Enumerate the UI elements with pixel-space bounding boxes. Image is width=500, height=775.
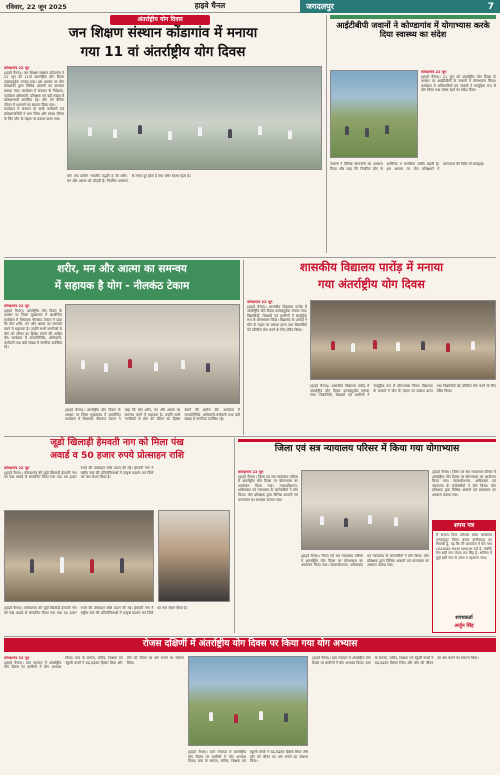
story7-headline: रोजस दक्षिणीं में अंतर्राष्ट्रीय योग दिवस पर किया गया योग अभ्यास: [142, 639, 358, 649]
oath-signature-name: अर्जुन सिंह: [454, 623, 474, 629]
edition-city: जगदलपुर: [306, 2, 334, 11]
oath-notice-box: [432, 520, 496, 633]
participant-figure: [228, 129, 232, 138]
story4-column-1: [247, 300, 307, 432]
section-divider: [4, 636, 496, 637]
story1-body-c: योग एक प्राचीन भारतीय पद्धति है जो शरीर, मन और आत्मा को जोड़ती है। नियमित अभ्यास से तनाव दूर होता है तथा शरीर स्वस्थ रहता है।: [67, 174, 191, 183]
story2-accent-bar: [330, 15, 496, 19]
story6-headline: जिला एवं सत्र न्यायालय परिसर में किया गया योगाभ्यास: [274, 443, 460, 454]
story7-body-caption: (हाइवे चैनल)। ग्राम पंचायत में अंतर्राष्ट्रीय योग दिवस पर ग्रामीणों ने योग अभ्यास किया। ग्राम के सरपंच, सचिव, शिक्षक एवं स्कूली बच्चों ने बढ़-चढ़कर हिस्सा लिया और योग को जीवन का अंग बनाने का संकल्प लिया।: [188, 750, 308, 764]
participant-figure: [198, 127, 202, 136]
paper-name: हाइवे चैनल: [194, 1, 226, 10]
student-figure: [373, 340, 377, 349]
story6-photo: [301, 470, 429, 550]
story2-body-b: जवानों ने विभिन्न योगासनों का अभ्यास किया और कहा कि नियमित योग से शारीरिक व मानसिक शक्ति बढ़ती है। इस अवसर पर योग प्रशिक्षकों ने प्राणायाम की विधि भी समझाई।: [330, 162, 485, 171]
story3-body-continued: (हाइवे चैनल)। अंतर्राष्ट्रीय योग दिवस के अवसर पर जिला मुख्यालय में आयोजित कार्यक्रम में विधायक नीलकंठ टेकाम ने कहा कि योग शरीर, मन और आत्मा का समन्वय करने में सहायक है। उन्होंने सभी नागरिकों से योग को जीवन का हिस्सा बनाने की अपील की। कार्यक्रम में जनप्रतिनिधि, अधिकारी-कर्मचारी तथा बड़ी संख्या में नागरिक उपस्थित रहे।: [65, 408, 240, 422]
masthead: [0, 0, 500, 13]
story7-body-continued: (हाइवे चैनल)। ग्राम पंचायत में अंतर्राष्ट्रीय योग दिवस पर ग्रामीणों ने योग अभ्यास किया। ग्राम के सरपंच, सचिव, शिक्षक एवं स्कूली बच्चों ने बढ़-चढ़कर हिस्सा लिया और योग को जीवन का अंग बनाने का संकल्प लिया।: [312, 656, 479, 665]
story4-headline-line1: शासकीय विद्यालय पारोंड़ में मनाया: [299, 260, 444, 274]
story3-dateline: कोण्डागांव 22 जून: [4, 304, 30, 308]
story6-body: (हाइवे चैनल)। जिला एवं सत्र न्यायालय परिसर में अंतर्राष्ट्रीय योग दिवस पर योगाभ्यास का आयोजन किया गया। न्यायाधीशगण, अधिवक्ता एवं न्यायालय के कर्मचारियों ने योग किया। योग प्रशिक्षक द्वारा विभिन्न आसनों एवं प्राणायाम का अभ्यास कराया गया।: [238, 474, 298, 502]
participant-figure: [181, 360, 185, 369]
story7-columns-left: [4, 656, 184, 772]
column-divider: [326, 15, 327, 253]
dignitary-figure: [120, 558, 124, 573]
participant-figure: [368, 515, 372, 524]
story2-column-1: [421, 70, 496, 158]
column-divider: [234, 438, 235, 633]
participant-figure: [128, 359, 132, 368]
section-divider: [4, 257, 496, 258]
story2-dateline: कोण्डागांव 22 जून: [421, 70, 447, 74]
story1-photo: [67, 66, 322, 170]
participant-figure: [104, 363, 108, 372]
story6-body-continued: (हाइवे चैनल)। जिला एवं सत्र न्यायालय परिसर में अंतर्राष्ट्रीय योग दिवस पर योगाभ्यास का आयोजन किया गया। न्यायाधीशगण, अधिवक्ता एवं न्यायालय के कर्मचारियों ने योग किया। योग प्रशिक्षक द्वारा विभिन्न आसनों एवं प्राणायाम का अभ्यास कराया गया।: [301, 554, 429, 568]
story2-columns-lower: [330, 162, 496, 254]
villager-figure: [259, 711, 263, 720]
story6-dateline: कोण्डागांव 22 जून: [238, 470, 264, 474]
participant-figure: [288, 130, 292, 139]
oath-signature-label: शपथकर्ता: [455, 615, 473, 621]
villager-figure: [234, 714, 238, 723]
participant-figure: [168, 131, 172, 140]
story1-columns-lower: [67, 174, 322, 254]
column-divider: [243, 260, 244, 435]
story3-columns-lower: [65, 408, 240, 432]
story5-body: (हाइवे चैनल)। कोण्डागांव की जूडो खिलाड़ी हेमवती नाग को पंख अवार्ड से सम्मानित किया गया तथा 50 हजार रुपये की प्रोत्साहन राशि प्रदान की गई। हेमवती नाग ने राष्ट्रीय स्तर की प्रतियोगिताओं में उत्कृष्ट प्रदर्शन कर जिले का नाम रोशन किया है।: [4, 466, 154, 480]
story1-tag: अंतर्राष्ट्रीय योग दिवस: [110, 15, 210, 25]
story5-columns-top: [4, 466, 230, 506]
villager-figure: [284, 713, 288, 722]
story2-body-a: (हाइवे चैनल)। 21 जून को अंतर्राष्ट्रीय योग दिवस के अवसर पर आईटीबीपी के जवानों ने योगाभ्यास किया। कार्यक्रम में अधिकारियों एवं जवानों ने सामूहिक रूप से योग किया तथा स्वस्थ रहने का संदेश दिया।: [421, 74, 496, 93]
story7-columns-right: [312, 656, 496, 772]
story5-dateline: कोण्डागांव 22 जून: [4, 466, 30, 470]
student-figure: [331, 341, 335, 350]
participant-figure: [81, 360, 85, 369]
story6-column-1: [238, 470, 298, 632]
story3-photo: [65, 304, 240, 404]
participant-figure: [206, 363, 210, 372]
story1-dateline: कोण्डागांव 22 जून: [4, 66, 30, 70]
story4-body: (हाइवे चैनल)। शासकीय विद्यालय पारोंड़ में अंतर्राष्ट्रीय योग दिवस उत्साहपूर्वक मनाया गया। विद्यार्थियों, शिक्षकों एवं ग्रामीणों ने सामूहिक रूप से योगाभ्यास किया। विद्यालय के प्राचार्य ने योग के महत्व पर प्रकाश डाला तथा विद्यार्थियों को प्रतिदिन योग करने के लिए प्रेरित किया।: [247, 304, 307, 332]
story3-column-1: [4, 304, 62, 432]
story3-headline-line1: शरीर, मन और आत्मा का समन्वय: [57, 263, 187, 275]
story6-column-right: [432, 470, 496, 516]
story5-headline-line2: अवार्ड व 50 हजार रुपये प्रोत्साहन राशि: [50, 450, 184, 461]
student-figure: [351, 343, 355, 352]
story7-photo: [188, 656, 308, 746]
participant-figure: [394, 517, 398, 526]
story7-body: (हाइवे चैनल)। ग्राम पंचायत में अंतर्राष्ट्रीय योग दिवस पर ग्रामीणों ने योग अभ्यास किया। ग्राम के सरपंच, सचिव, शिक्षक एवं स्कूली बच्चों ने बढ़-चढ़कर हिस्सा लिया और योग को जीवन का अंग बनाने का संकल्प लिया।: [4, 656, 184, 670]
story2-photo-left: [330, 70, 418, 158]
student-figure: [471, 341, 475, 350]
story4-dateline: कोण्डागांव 22 जून: [247, 300, 273, 304]
story4-columns-lower: [310, 384, 496, 432]
story5-portrait-photo: [158, 510, 230, 602]
story6-columns-lower: [301, 554, 429, 632]
story6-accent-bar: [238, 439, 496, 442]
story1-body-a: (हाइवे चैनल)। जन शिक्षण संस्थान कोंडागांव ने 21 जून को 11वां अंतर्राष्ट्रीय योग दिवस उत्साहपूर्वक मनाया गया। इस अवसर पर योग प्रशिक्षकों द्वारा विभिन्न आसनों का अभ्यास कराया गया। कार्यक्रम में संस्थान के निदेशक, कार्यक्रम अधिकारी, प्रशिक्षक एवं बड़ी संख्या में प्रशिक्षणार्थी उपस्थित रहे। योग को दैनिक जीवन में अपनाने का संकल्प लिया गया।: [4, 70, 64, 107]
story3-body: (हाइवे चैनल)। अंतर्राष्ट्रीय योग दिवस के अवसर पर जिला मुख्यालय में आयोजित कार्यक्रम में विधायक नीलकंठ टेकाम ने कहा कि योग शरीर, मन और आत्मा का समन्वय करने में सहायक है। उन्होंने सभी नागरिकों से योग को जीवन का हिस्सा बनाने की अपील की। कार्यक्रम में जनप्रतिनिधि, अधिकारी-कर्मचारी तथा बड़ी संख्या में नागरिक उपस्थित रहे।: [4, 308, 62, 350]
story5-headline-line1: जूडो खिलाड़ी हेमवती नाग को मिला पंख: [50, 437, 184, 448]
oath-notice-body: मैं सत्यम पिता उमेश्वर धोबा कार्यालय जगदलपुर जिला बस्तर छत्तीसगढ़ का निवासी हूं, यह कि मेरे दस्तावेज में मेरा नाम LEADDA RAM SINGH दर्ज है, जबकि मेरा सही नाम लेददा राम सिंह है। भविष्य में मुझे इसी नाम से जाना व पहचाना जाए।: [436, 533, 492, 560]
jawan-figure: [385, 125, 389, 134]
masthead-left: [0, 0, 300, 13]
athlete-figure: [90, 559, 94, 573]
story1-headline-line1: जन शिक्षण संस्थान कोंडागांव में मनाया: [68, 25, 258, 41]
story3-headline-line2: में सहायक है योग - नीलकंठ टेकाम: [54, 280, 190, 292]
dignitary-figure: [30, 559, 34, 573]
issue-date: रविवार, 22 जून 2025: [6, 2, 67, 11]
story1-body-b: कार्यक्रम में संस्थान के सभी कर्मचारी एवं प्रशिक्षणार्थियों ने भाग लिया और स्वस्थ जीवन के लिए योग के महत्व पर प्रकाश डाला गया।: [4, 107, 64, 121]
story5-columns-lower: [4, 606, 230, 630]
participant-figure: [113, 129, 117, 138]
participant-figure: [88, 127, 92, 136]
participant-figure: [154, 362, 158, 371]
story4-headline-line2: गया अंतर्राष्ट्रीय योग दिवस: [318, 277, 425, 291]
story7-dateline: कोण्डागांव 22 जून: [4, 656, 30, 660]
story1-column-1: [4, 66, 64, 256]
dignitary-figure: [60, 557, 64, 573]
story2-headline: आईटीबीपी जवानों ने कोण्डागांव में योगाभ्यास करके दिया स्वास्थ्य का संदेश: [336, 20, 490, 40]
story5-body-continued: (हाइवे चैनल)। कोण्डागांव की जूडो खिलाड़ी हेमवती नाग को पंख अवार्ड से सम्मानित किया गया तथा 50 हजार रुपये की प्रोत्साहन राशि प्रदान की गई। हेमवती नाग ने राष्ट्रीय स्तर की प्रतियोगिताओं में उत्कृष्ट प्रदर्शन कर जिले का नाम रोशन किया है।: [4, 606, 188, 615]
participant-figure: [138, 125, 142, 134]
student-figure: [446, 343, 450, 352]
oath-notice-title: शपथ पत्र: [433, 521, 495, 531]
story5-award-photo: [4, 510, 154, 602]
student-figure: [421, 341, 425, 350]
jawan-figure: [345, 126, 349, 135]
story4-photo: [310, 300, 496, 380]
page-number: 7: [487, 1, 494, 12]
story6-body-right: (हाइवे चैनल)। जिला एवं सत्र न्यायालय परिसर में अंतर्राष्ट्रीय योग दिवस पर योगाभ्यास का आयोजन किया गया। न्यायाधीशगण, अधिवक्ता एवं न्यायालय के कर्मचारियों ने योग किया। योग प्रशिक्षक द्वारा विभिन्न आसनों एवं प्राणायाम का अभ्यास कराया गया।: [432, 470, 496, 497]
story4-body-continued: (हाइवे चैनल)। शासकीय विद्यालय पारोंड़ में अंतर्राष्ट्रीय योग दिवस उत्साहपूर्वक मनाया गया। विद्यार्थियों, शिक्षकों एवं ग्रामीणों ने सामूहिक रूप से योगाभ्यास किया। विद्यालय के प्राचार्य ने योग के महत्व पर प्रकाश डाला तथा विद्यार्थियों को प्रतिदिन योग करने के लिए प्रेरित किया।: [310, 384, 496, 398]
participant-figure: [258, 126, 262, 135]
villager-figure: [209, 712, 213, 721]
participant-figure: [320, 516, 324, 525]
story7-columns-under-photo: [188, 750, 308, 772]
jawan-figure: [365, 128, 369, 137]
story1-headline-line2: गया 11 वां अंतर्राष्ट्रीय योग दिवस: [80, 44, 246, 60]
masthead-right: [300, 0, 500, 13]
student-figure: [396, 342, 400, 351]
participant-figure: [344, 518, 348, 527]
